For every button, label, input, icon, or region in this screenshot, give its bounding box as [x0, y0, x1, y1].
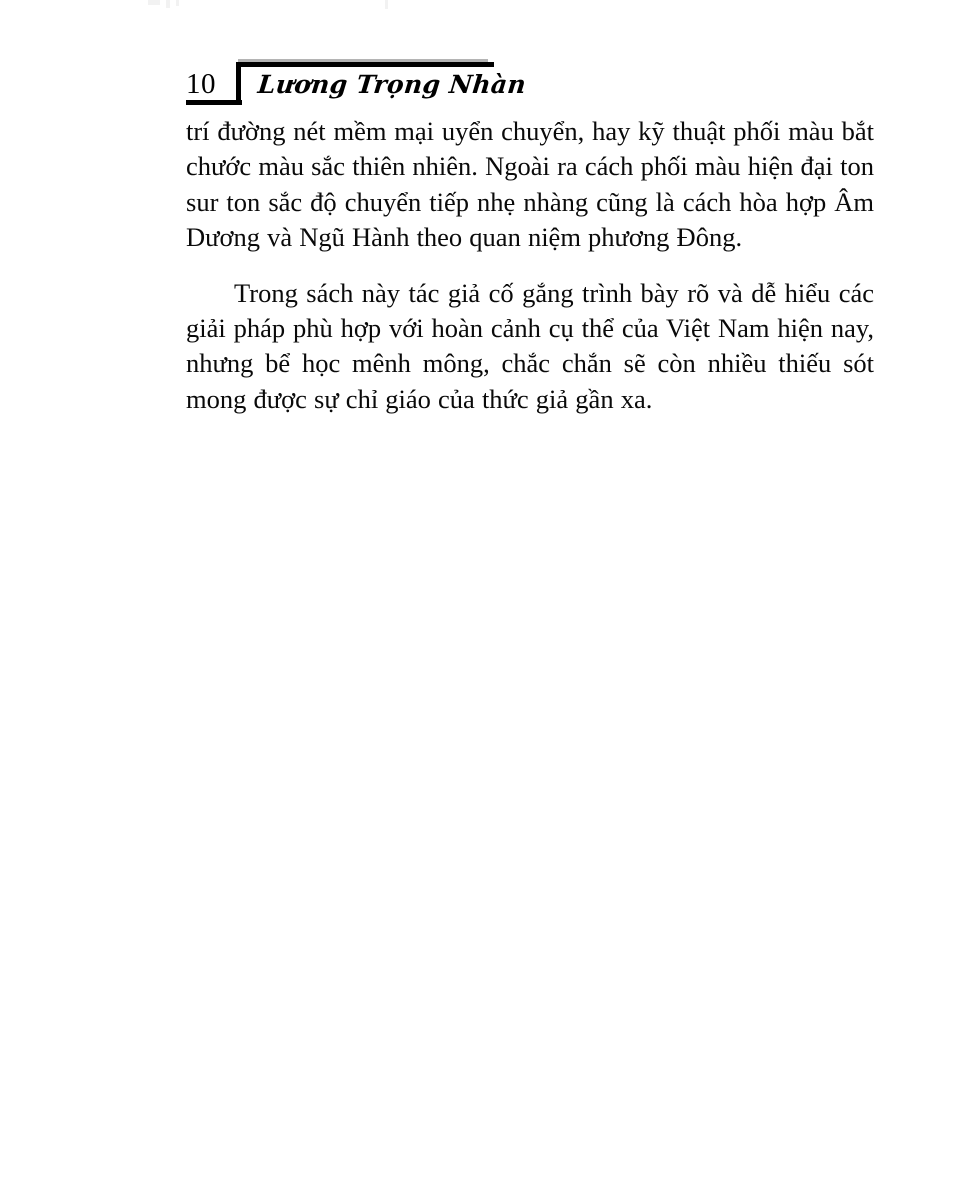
running-head-horizontal-rule	[236, 62, 494, 67]
folio-underline-rule	[186, 100, 242, 105]
running-head-author: Lương Trọng Nhàn	[256, 70, 528, 99]
running-head	[0, 0, 969, 112]
body-text-column	[186, 114, 874, 417]
page-number: 10	[186, 68, 216, 100]
paragraph: Trong sách này tác giả cố gắng trình bày rõ và dễ hiểu các giải pháp phù hợp với hoàn cảnh cụ thể của Việt Nam hiện nay, nhưng bể học mênh mông, chắc chắn sẽ còn nhiều thiếu sót mong được sự chỉ giáo của thức giả gần xa.	[186, 277, 874, 414]
running-head-vertical-rule	[236, 62, 241, 105]
paragraph: trí đường nét mềm mại uyển chuyển, hay kỹ thuật phối màu bắt chước màu sắc thiên nhiên. Ngoài ra cách phối màu hiện đại ton sur ton sắc độ chuyển tiếp nhẹ nhàng cũng là cách hòa hợp Âm Dương và Ngũ Hành theo quan niệm phương Đông.	[186, 116, 874, 253]
